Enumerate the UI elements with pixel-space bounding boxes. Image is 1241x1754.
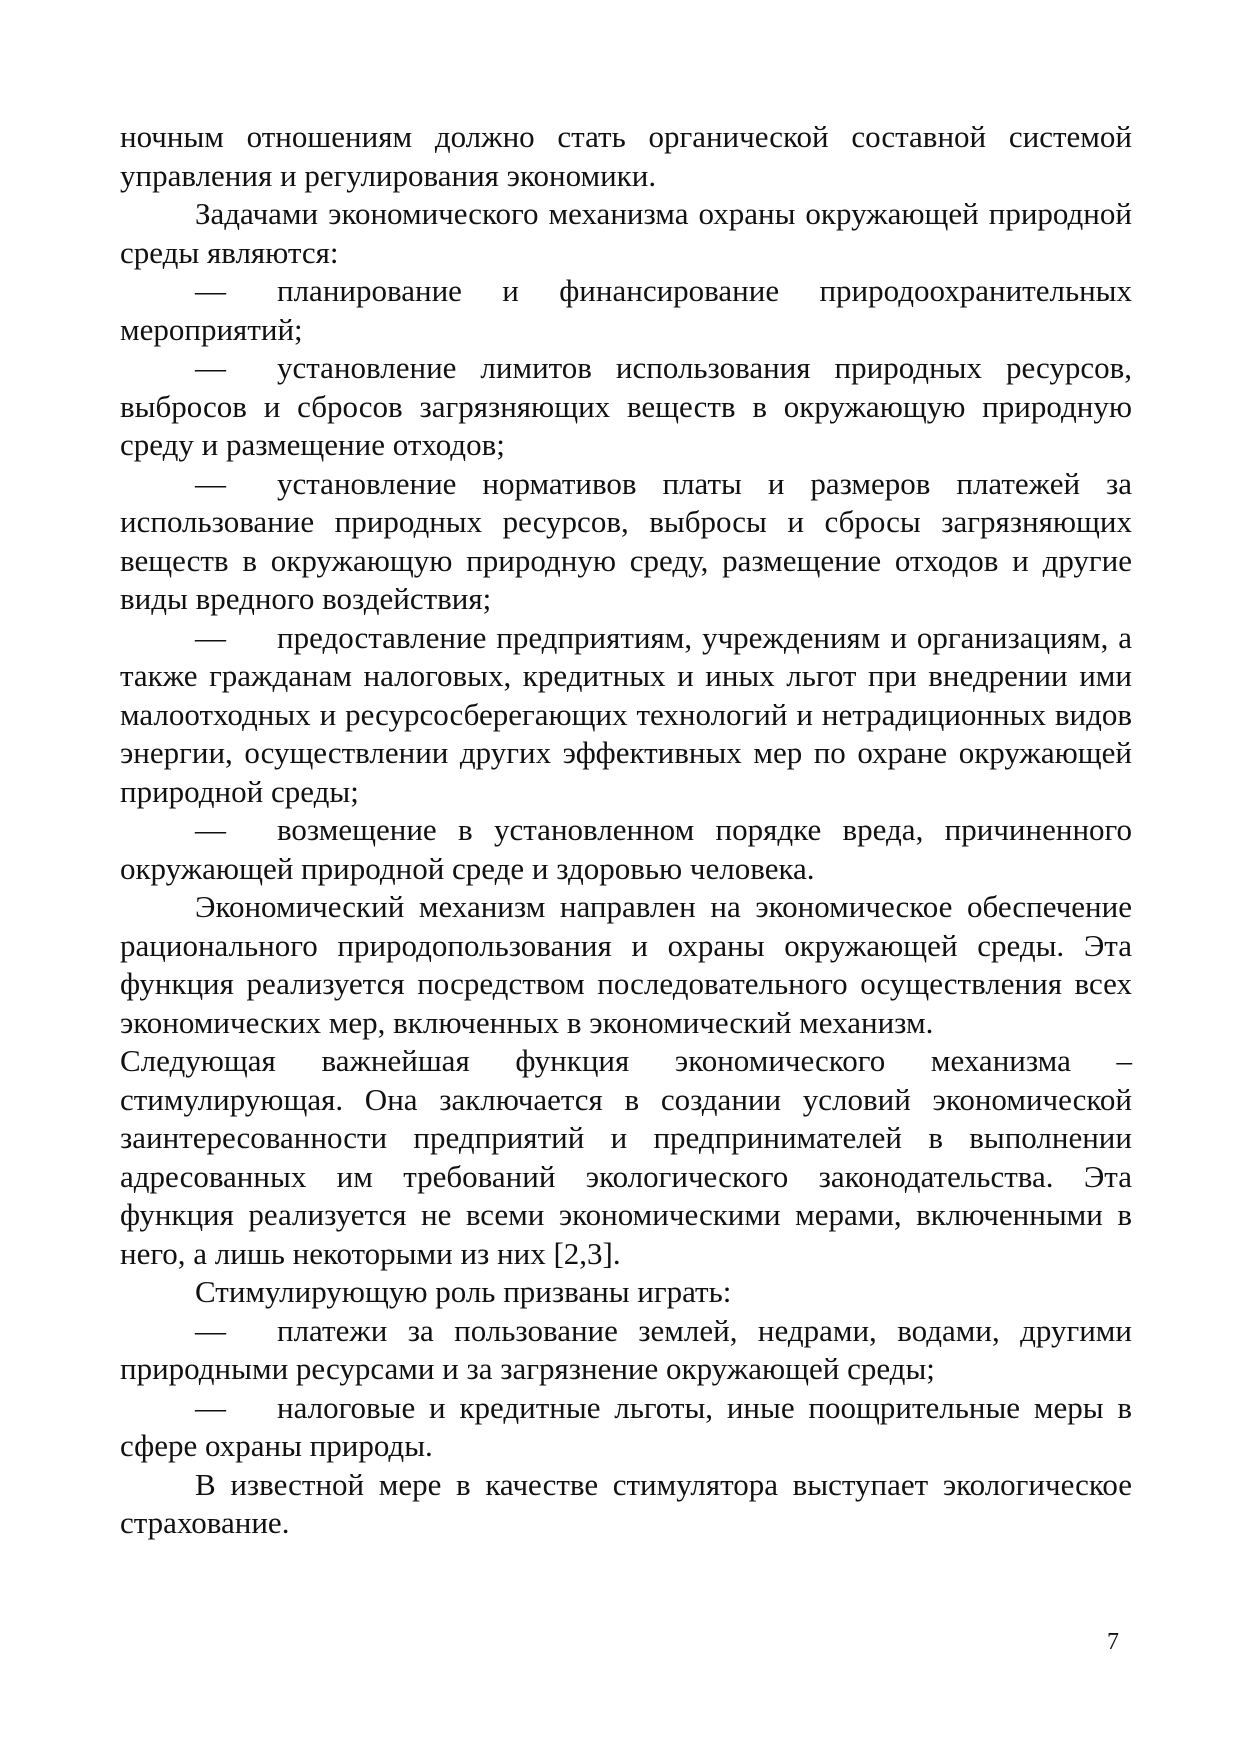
list-item-text: установление лимитов использования природных ресурсов, выбросов и сбросов загрязняющих веществ в окружающую природную среду и размещение отходов; xyxy=(120,350,1132,462)
list-item-text: установление нормативов платы и размеров платежей за использование природных ресурсов, выбросы и сбросы загрязняющих веществ в окружающую природную среду, размещение отходов и другие виды вредного воздействия; xyxy=(120,465,1132,616)
list-item xyxy=(120,465,1132,619)
list-item xyxy=(120,811,1132,888)
dash-bullet: — xyxy=(195,619,226,655)
paragraph-text: Экономический механизм направлен на экономическое обеспечение рационального природопользования и охраны окружающей среды. Эта функция реализуется посредством последовательного осуществления всех экономических мер, включенных в экономический механизм. xyxy=(120,889,1132,1040)
dash-bullet: — xyxy=(195,350,226,385)
document-body xyxy=(120,118,1132,1543)
list-item-text: налоговые и кредитные льготы, иные поощрительные меры в сфере охраны природы. xyxy=(120,1389,1132,1463)
list-item xyxy=(120,272,1132,349)
list-item xyxy=(120,619,1132,812)
dash-bullet: — xyxy=(195,1389,226,1425)
paragraph xyxy=(120,1273,1132,1312)
dash-bullet: — xyxy=(195,1312,226,1348)
dash-bullet: — xyxy=(195,812,226,847)
list-item-text: возмещение в установленном порядке вреда, причиненного окружающей природной среде и здоровью человека. xyxy=(120,812,1132,886)
paragraph xyxy=(120,888,1132,1042)
list-item-text: планирование и финансирование природоохранительных мероприятий; xyxy=(120,273,1132,347)
paragraph-text: ночным отношениям должно стать органической составной системой управления и регулирования экономики. xyxy=(120,119,1132,193)
list-item-text: предоставление предприятиям, учреждениям и организациям, а также гражданам налоговых, кредитных и иных льгот при внедрении ими малоотходных и ресурсосберегающих технологий и нетрадиционных видов энергии, осуществлении других эффективных мер по охране окружающей природной среды; xyxy=(120,619,1132,809)
paragraph-text: Следующая важнейшая функция экономического механизма – стимулирующая. Она заключается в создании условий экономической заинтересованности предприятий и предпринимателей в выполнении адресованных им требований экологического законодательства. Эта функция реализуется не всеми экономическими мерами, включенными в него, а лишь некоторыми из них [2,3]. xyxy=(120,1043,1132,1271)
paragraph xyxy=(120,1466,1132,1543)
list-item-text: платежи за пользование землей, недрами, водами, другими природными ресурсами и за загрязнение окружающей среды; xyxy=(120,1312,1132,1386)
dash-bullet: — xyxy=(195,465,226,501)
list-item xyxy=(120,1389,1132,1466)
paragraph xyxy=(120,195,1132,272)
dash-bullet: — xyxy=(195,273,226,308)
paragraph-text: В известной мере в качестве стимулятора выступает экологическое страхование. xyxy=(120,1466,1132,1540)
paragraph-text: Задачами экономического механизма охраны окружающей природной среды являются: xyxy=(120,196,1132,270)
list-item xyxy=(120,349,1132,465)
list-item xyxy=(120,1312,1132,1389)
paragraph-continuation xyxy=(120,118,1132,195)
paragraph-continuation xyxy=(120,1042,1132,1273)
page-number: 7 xyxy=(1107,1629,1119,1655)
paragraph-text: Стимулирующую роль призваны играть: xyxy=(195,1274,732,1309)
